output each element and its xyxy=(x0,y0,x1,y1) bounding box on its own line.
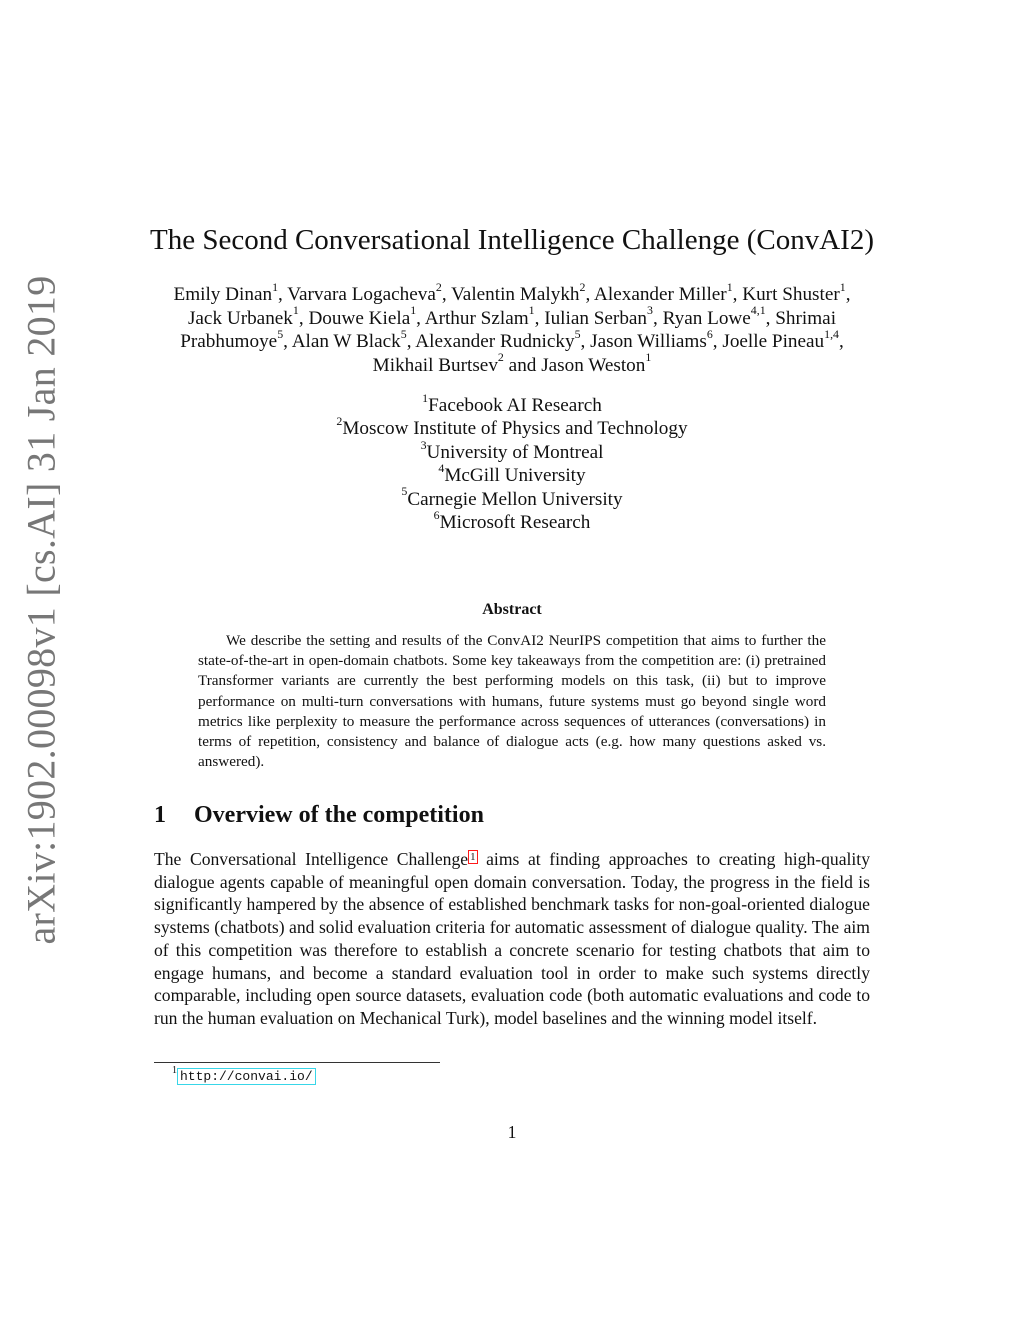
author-separator: , xyxy=(845,284,851,305)
author-name: Douwe Kiela xyxy=(308,307,411,329)
author xyxy=(594,279,743,305)
abstract-heading: Abstract xyxy=(482,601,542,618)
author-name: Emily Dinan xyxy=(173,284,273,305)
author xyxy=(308,303,425,329)
affiliation-name: Facebook AI Research xyxy=(428,395,602,416)
author xyxy=(722,326,844,352)
affiliation-number: 6 xyxy=(433,507,440,522)
author-separator: and xyxy=(503,354,542,376)
affiliation xyxy=(200,437,824,464)
author-name: Jason Williams xyxy=(590,331,707,352)
author-name: Joelle Pineau xyxy=(722,331,825,352)
author xyxy=(662,303,776,329)
author-separator: , xyxy=(298,307,309,329)
section-title: Overview of the competition xyxy=(194,802,484,828)
arxiv-stamp xyxy=(10,170,72,1050)
author-separator: , xyxy=(732,284,743,305)
author-affiliation-mark: 1,4 xyxy=(824,326,840,341)
affiliation xyxy=(200,390,824,417)
affiliation-name: Carnegie Mellon University xyxy=(407,488,623,510)
affiliation xyxy=(200,414,824,440)
paragraph-rest: aims at finding approaches to creating high-quality dialogue agents capable of meaningful open domain conversation. Today, the progress in the field is significantly hampered by the absence of established benchmark tasks for non-goal-oriented dialogue systems (chatbots) and solid evaluation criteria for automatic assessment of dialogue quality. The aim of this competition was therefore to establish a concrete scenario for testing chatbots that aim to engage humans, and become a standard evaluation tool in order to make such systems directly comparable, including open source datasets, evaluation code (both automatic evaluations and code to run the human evaluation on Mechanical Turk), model baselines and the winning model itself. xyxy=(154,849,870,1028)
affiliation-name: McGill University xyxy=(444,465,586,487)
author-affiliation-mark: 3 xyxy=(647,303,653,318)
author-name: Kurt Shuster xyxy=(742,284,840,305)
author-affiliation-mark: 1 xyxy=(272,279,279,294)
affiliation-number: 3 xyxy=(420,437,427,452)
author-separator: , xyxy=(406,331,416,352)
footnote-url-link[interactable]: http://convai.io/ xyxy=(177,1068,316,1085)
footnote xyxy=(172,1066,316,1087)
author-affiliation-mark: 5 xyxy=(400,326,407,341)
affiliation-number: 4 xyxy=(438,461,445,476)
author-separator: , xyxy=(652,307,663,329)
author-affiliation-mark: 1 xyxy=(528,303,535,318)
author-name: Valentin Malykh xyxy=(451,284,580,305)
footnote-number: 1 xyxy=(172,1064,177,1076)
affiliation-name: University of Montreal xyxy=(426,441,604,463)
author xyxy=(187,303,309,329)
author-name: Varvara Logacheva xyxy=(287,284,436,305)
author-name: Alexander Miller xyxy=(594,284,727,305)
affiliation-name: Microsoft Research xyxy=(439,512,591,534)
author-affiliation-mark: 1 xyxy=(839,279,846,294)
arxiv-stamp-text: arXiv:1902.00098v1 [cs.AI] 31 Jan 2019 xyxy=(18,275,64,945)
affiliation xyxy=(200,507,824,534)
footnote-divider xyxy=(154,1062,440,1063)
author-affiliation-mark: 2 xyxy=(497,350,504,365)
author xyxy=(541,350,652,376)
author-separator: , xyxy=(839,331,844,352)
author-separator: , xyxy=(585,284,595,305)
author-name: Jason Weston xyxy=(541,354,646,376)
author-affiliation-mark: 2 xyxy=(579,279,586,294)
author xyxy=(742,279,851,305)
author-separator: , xyxy=(534,307,545,329)
author-name: Alexander Rudnicky xyxy=(415,331,575,352)
author-affiliation-mark: 5 xyxy=(277,326,284,341)
affiliation xyxy=(200,461,824,487)
affiliation xyxy=(200,484,824,511)
author xyxy=(372,350,542,376)
author xyxy=(424,303,545,329)
section-heading xyxy=(154,800,484,830)
author xyxy=(590,326,723,352)
affiliation-number: 2 xyxy=(336,414,343,429)
author-separator: , xyxy=(580,331,591,352)
author-affiliation-mark: 1 xyxy=(292,303,299,318)
author xyxy=(415,326,591,352)
author-affiliation-mark: 1 xyxy=(645,350,652,365)
affiliation-list xyxy=(200,390,824,534)
author-affiliation-mark: 1 xyxy=(726,279,733,294)
affiliation-number: 1 xyxy=(422,390,429,405)
author xyxy=(544,303,663,329)
paragraph-start: The Conversational Intelligence Challenge xyxy=(154,849,469,869)
affiliation-number: 5 xyxy=(401,484,408,499)
author-affiliation-mark: 4,1 xyxy=(750,303,766,318)
author xyxy=(173,279,288,305)
author-affiliation-mark: 6 xyxy=(706,326,713,341)
author-separator: , xyxy=(283,331,292,352)
footnote-ref-link[interactable]: 1 xyxy=(470,851,476,864)
author xyxy=(291,326,416,352)
author xyxy=(451,279,595,305)
author-name: Jack Urbanek xyxy=(187,307,293,329)
section-number: 1 xyxy=(154,802,166,828)
author-separator: , xyxy=(765,307,776,329)
author-name: Iulian Serban xyxy=(544,307,648,329)
author-name: Shrimai Prabhumoye xyxy=(180,307,837,352)
author-affiliation-mark: 5 xyxy=(574,326,581,341)
paper-title: The Second Conversational Intelligence Challenge (ConvAI2) xyxy=(150,224,874,256)
author-name: Mikhail Burtsev xyxy=(372,354,498,376)
section-paragraph xyxy=(154,848,870,1030)
author-name: Alan W Black xyxy=(291,331,401,352)
author xyxy=(287,279,452,305)
abstract-text: We describe the setting and results of the ConvAI2 NeurIPS competition that aims to further the state-of-the-art in open-domain chatbots. Some key takeaways from the competition are: (i) pretrained Transformer variants are currently the best performing models on this task, (ii) but to improve performance on multi-turn conversations with humans, future systems must go beyond single word metrics like perplexity to measure the performance across sequences of utterances (conversations) in terms of repetition, consistency and balance of dialogue acts (e.g. how many questions asked vs. answered). xyxy=(198,632,826,771)
author-name: Ryan Lowe xyxy=(662,307,751,329)
author-separator: , xyxy=(416,307,425,329)
author-separator: , xyxy=(278,284,288,305)
author-separator: , xyxy=(441,284,452,305)
author-separator: , xyxy=(712,331,723,352)
page-number: 1 xyxy=(507,1122,517,1142)
author-affiliation-mark: 2 xyxy=(435,279,442,294)
author-affiliation-mark: 1 xyxy=(410,303,417,318)
author-list xyxy=(160,279,864,377)
affiliation-name: Moscow Institute of Physics and Technology xyxy=(342,418,688,440)
author-name: Arthur Szlam xyxy=(424,307,529,329)
